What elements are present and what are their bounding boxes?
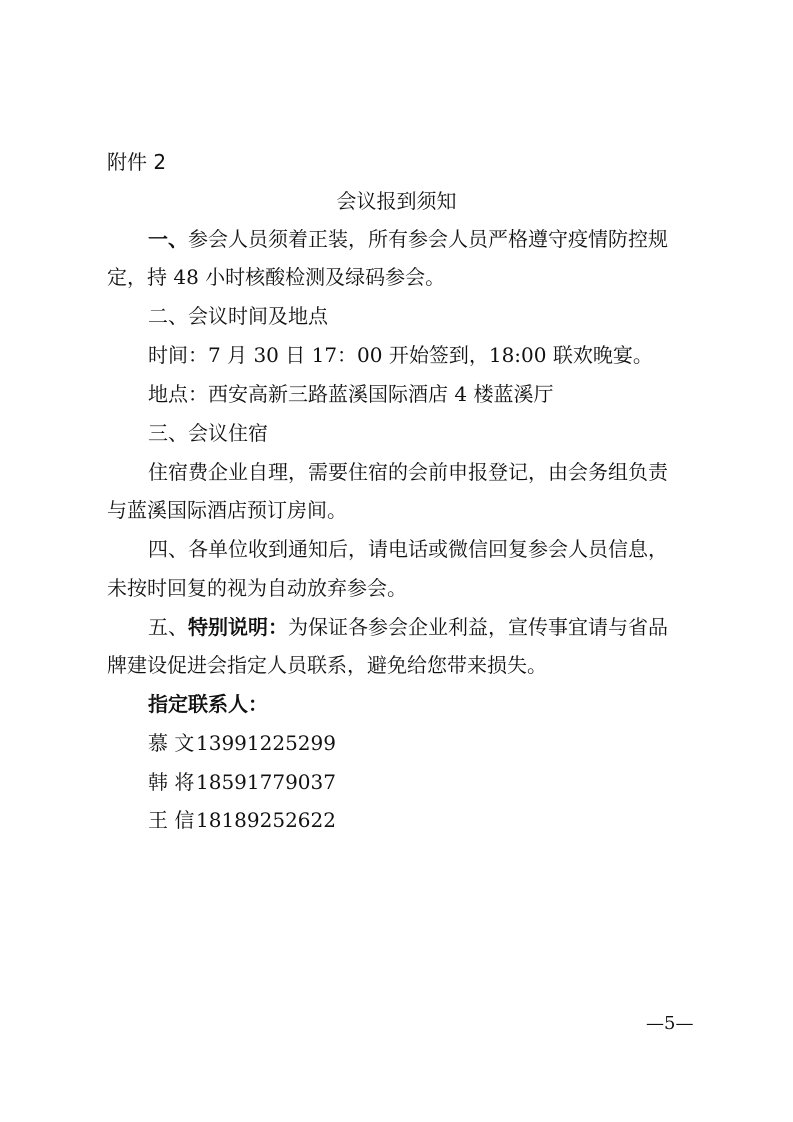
contact-row (148, 768, 336, 796)
meeting-time: 时间：7 月 30 日 17：00 开始签到，18:00 联欢晚宴。 (148, 343, 653, 367)
section-2-heading: 二、会议时间及地点 (148, 304, 328, 328)
section-4-line-1: 四、各单位收到通知后，请电话或微信回复参会人员信息， (148, 537, 668, 561)
section-1-line-2: 定，持 48 小时核酸检测及绿码参会。 (107, 265, 446, 289)
section-5-prefix: 五、 (148, 615, 188, 639)
section-3-line-1: 住宿费企业自理，需要住宿的会前申报登记，由会务组负责 (148, 460, 668, 484)
contact-name: 慕 文 (148, 731, 195, 755)
section-3-heading: 三、会议住宿 (148, 421, 268, 445)
contact-name: 韩 将 (148, 770, 195, 794)
contacts-heading: 指定联系人： (148, 692, 268, 716)
page-number: —5— (646, 1013, 694, 1034)
contact-row (148, 729, 336, 757)
section-1-prefix: 一、 (148, 227, 188, 251)
section-1-line-1 (148, 225, 668, 253)
section-1-text: 参会人员须着正装，所有参会人员严格遵守疫情防控规 (188, 227, 668, 251)
meeting-place: 地点：西安高新三路蓝溪国际酒店 4 楼蓝溪厅 (148, 382, 554, 406)
section-5-line-2: 牌建设促进会指定人员联系，避免给您带来损失。 (107, 653, 547, 677)
page-title: 会议报到须知 (336, 189, 457, 213)
contact-phone: 18591779037 (196, 770, 336, 794)
contact-phone: 13991225299 (196, 731, 336, 755)
section-4-line-2: 未按时回复的视为自动放弃参会。 (107, 576, 407, 600)
section-5-line-1 (148, 613, 668, 641)
attachment-label: 附件 2 (107, 150, 167, 174)
contact-row (148, 806, 336, 834)
contact-name: 王 信 (148, 808, 195, 832)
section-5-text: 为保证各参会企业利益，宣传事宜请与省品 (288, 615, 668, 639)
special-note-label: 特别说明： (188, 615, 288, 639)
contact-phone: 18189252622 (196, 808, 336, 832)
section-3-line-2: 与蓝溪国际酒店预订房间。 (107, 498, 347, 522)
